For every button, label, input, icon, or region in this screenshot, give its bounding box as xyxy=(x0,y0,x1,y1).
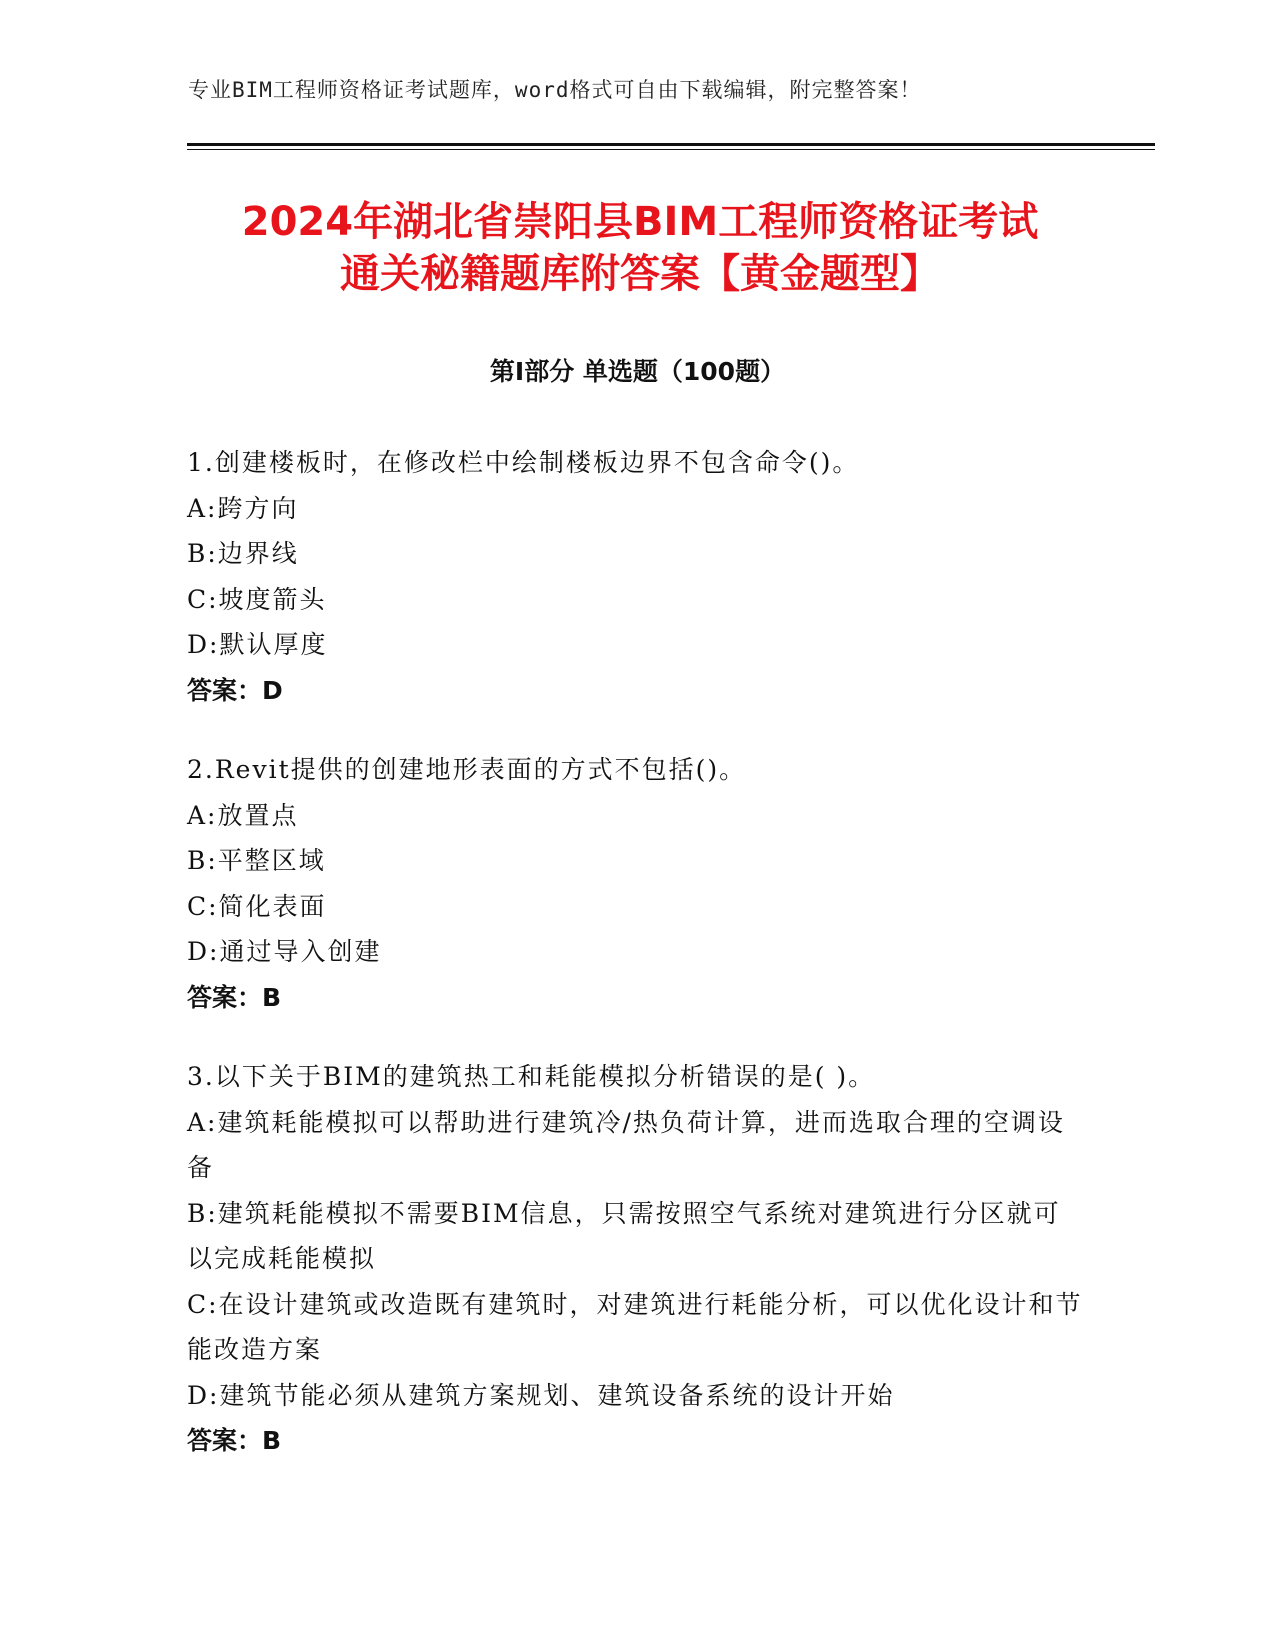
section-heading: 第Ⅰ部分 单选题（100题） xyxy=(489,357,786,386)
option-c: C:在设计建筑或改造既有建筑时，对建筑进行耗能分析，可以优化设计和节能改造方案 xyxy=(187,1289,1083,1364)
question-1 xyxy=(187,440,1087,713)
question-stem: 3.以下关于BIM的建筑热工和耗能模拟分析错误的是( )。 xyxy=(187,1062,876,1091)
question-3 xyxy=(187,1054,1087,1464)
option-d: D:默认厚度 xyxy=(187,630,328,659)
header-note: 专业BIM工程师资格证考试题库，word格式可自由下载编辑，附完整答案！ xyxy=(188,78,922,102)
question-2 xyxy=(187,747,1087,1020)
answer: 答案：B xyxy=(187,982,282,1012)
option-b: B:边界线 xyxy=(187,539,299,568)
option-c: C:坡度箭头 xyxy=(187,584,327,614)
option-c: C:简化表面 xyxy=(187,891,327,921)
document-title xyxy=(190,196,1090,300)
option-a: A:跨方向 xyxy=(187,493,299,523)
title-line-1: 2024年湖北省崇阳县BIM工程师资格证考试 xyxy=(241,199,1039,245)
answer: 答案：D xyxy=(187,675,283,705)
question-list xyxy=(187,440,1087,1498)
option-d: D:建筑节能必须从建筑方案规划、建筑设备系统的设计开始 xyxy=(187,1380,895,1410)
question-stem: 1.创建楼板时，在修改栏中绘制楼板边界不包含命令()。 xyxy=(187,448,860,477)
option-b: B:平整区域 xyxy=(187,846,326,875)
option-a: A:建筑耗能模拟可以帮助进行建筑冷/热负荷计算，进而选取合理的空调设备 xyxy=(187,1107,1065,1182)
option-b: B:建筑耗能模拟不需要BIM信息，只需按照空气系统对建筑进行分区就可以完成耗能模拟 xyxy=(187,1198,1061,1273)
answer: 答案：B xyxy=(187,1426,282,1455)
title-line-2: 通关秘籍题库附答案【黄金题型】 xyxy=(340,251,940,297)
header-divider xyxy=(187,143,1155,150)
option-d: D:通过导入创建 xyxy=(187,937,382,966)
question-stem: 2.Revit提供的创建地形表面的方式不包括()。 xyxy=(187,755,747,784)
option-a: A:放置点 xyxy=(187,800,299,830)
